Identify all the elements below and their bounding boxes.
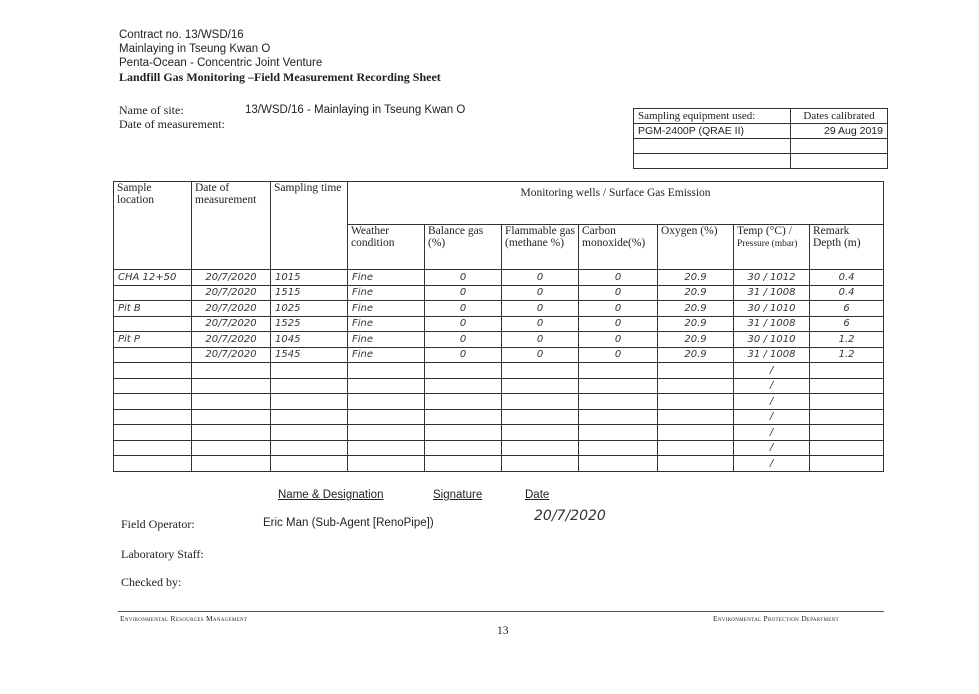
carbon-monoxide-header: Carbon monoxide(%) [579,225,658,270]
balance-gas-cell: 0 [425,270,502,286]
table-row [114,363,884,379]
temp-pressure-cell: / [734,378,810,394]
sample-location-header: Sample location [114,182,192,270]
weather-cell [348,409,425,425]
equipment-name [634,154,791,169]
table-row [114,456,884,472]
sample-location-cell [114,363,192,379]
balance-gas-cell: 0 [425,285,502,301]
measurement-date-cell [192,456,271,472]
equipment-header: Sampling equipment used: [634,109,791,124]
balance-gas-cell [425,425,502,441]
flammable-gas-header: Flammable gas (methane %) [502,225,579,270]
sampling-time-cell [271,394,348,410]
table-row [114,409,884,425]
measurement-date-cell: 20/7/2020 [192,270,271,286]
remark-depth-cell [810,363,884,379]
measurement-date-cell [192,425,271,441]
balance-gas-cell: 0 [425,301,502,317]
flammable-gas-cell [502,394,579,410]
weather-cell: Fine [348,301,425,317]
flammable-gas-cell: 0 [502,270,579,286]
carbon-monoxide-cell [579,456,658,472]
weather-cell [348,425,425,441]
remark-depth-cell: 0.4 [810,285,884,301]
table-row [114,270,884,286]
contractor-name: Penta-Ocean - Concentric Joint Venture [119,57,323,69]
weather-cell [348,456,425,472]
weather-cell: Fine [348,316,425,332]
remark-depth-cell: 0.4 [810,270,884,286]
remark-depth-cell [810,394,884,410]
sampling-time-cell: 1545 [271,347,348,363]
calibration-date: 29 Aug 2019 [791,124,888,139]
table-row [114,316,884,332]
weather-cell [348,394,425,410]
equipment-table [633,108,888,169]
monitoring-group-header: Monitoring wells / Surface Gas Emission [348,182,884,225]
signature-header: Signature [433,489,483,501]
measurement-date-cell: 20/7/2020 [192,301,271,317]
equipment-name [634,139,791,154]
pressure-header: Pressure (mbar) [737,239,798,249]
weather-header: Weather condition [348,225,425,270]
flammable-gas-cell [502,456,579,472]
sample-location-cell [114,378,192,394]
sampling-time-cell: 1025 [271,301,348,317]
calibration-date [791,139,888,154]
temp-pressure-cell: 31 / 1008 [734,316,810,332]
oxygen-cell: 20.9 [658,270,734,286]
temp-header: Temp (°C) / [737,225,792,237]
temp-pressure-header [734,225,810,270]
flammable-gas-cell: 0 [502,316,579,332]
flammable-gas-cell: 0 [502,347,579,363]
footer-left: Environmental Resources Management [120,614,248,623]
remark-label: Remark [813,225,850,237]
measurement-date-cell [192,409,271,425]
table-row [114,394,884,410]
sample-location-cell [114,409,192,425]
balance-gas-cell: 0 [425,347,502,363]
measurement-date-cell [192,363,271,379]
sampling-time-cell: 1015 [271,270,348,286]
sampling-time-cell [271,456,348,472]
oxygen-cell [658,409,734,425]
temp-pressure-cell: 30 / 1010 [734,301,810,317]
table-row [114,301,884,317]
sample-location-cell: Pit B [114,301,192,317]
sampling-time-cell [271,440,348,456]
temp-pressure-cell: 30 / 1010 [734,332,810,348]
field-operator-label: Field Operator: [121,517,195,531]
sampling-time-cell: 1515 [271,285,348,301]
flammable-gas-cell [502,440,579,456]
sample-location-cell [114,394,192,410]
measurement-date-label: Date of measurement: [119,117,225,131]
field-operator-name: Eric Man (Sub-Agent [RenoPipe]) [263,517,434,529]
measurement-table [113,181,884,472]
footer-rule [118,611,884,612]
flammable-gas-cell [502,425,579,441]
carbon-monoxide-cell: 0 [579,347,658,363]
flammable-gas-cell [502,363,579,379]
remark-depth-cell: 6 [810,301,884,317]
carbon-monoxide-cell [579,363,658,379]
sampling-time-cell [271,363,348,379]
oxygen-cell: 20.9 [658,316,734,332]
measurement-date-cell: 20/7/2020 [192,316,271,332]
oxygen-cell: 20.9 [658,347,734,363]
sample-location-cell [114,425,192,441]
sample-location-cell [114,316,192,332]
laboratory-staff-label: Laboratory Staff: [121,547,204,561]
weather-cell [348,378,425,394]
remark-depth-cell [810,425,884,441]
oxygen-cell [658,425,734,441]
oxygen-cell: 20.9 [658,332,734,348]
sample-location-cell [114,285,192,301]
temp-pressure-cell: / [734,363,810,379]
remark-depth-cell [810,378,884,394]
measurement-date-cell: 20/7/2020 [192,347,271,363]
measurement-date-cell: 20/7/2020 [192,285,271,301]
measurement-date-cell: 20/7/2020 [192,332,271,348]
contract-number: Contract no. 13/WSD/16 [119,29,244,41]
carbon-monoxide-cell: 0 [579,285,658,301]
carbon-monoxide-cell [579,409,658,425]
temp-pressure-cell: / [734,456,810,472]
sampling-time-cell: 1045 [271,332,348,348]
site-name-label: Name of site: [119,103,184,117]
project-name: Mainlaying in Tseung Kwan O [119,43,271,55]
temp-pressure-cell: / [734,394,810,410]
sampling-time-header: Sampling time [271,182,348,270]
flammable-gas-cell [502,378,579,394]
table-row [114,285,884,301]
oxygen-cell [658,456,734,472]
sampling-time-cell: 1525 [271,316,348,332]
sample-location-cell [114,456,192,472]
balance-gas-cell [425,363,502,379]
site-name-value: 13/WSD/16 - Mainlaying in Tseung Kwan O [245,104,466,116]
sample-location-cell: CHA 12+50 [114,270,192,286]
remark-depth-cell [810,440,884,456]
sample-location-cell: Pit P [114,332,192,348]
depth-label: Depth (m) [813,237,861,249]
equipment-name: PGM-2400P (QRAE II) [634,124,791,139]
oxygen-cell [658,378,734,394]
page-number: 13 [497,625,509,637]
balance-gas-header: Balance gas (%) [425,225,502,270]
carbon-monoxide-cell [579,440,658,456]
date-header: Date of measurement [192,182,271,270]
checked-by-label: Checked by: [121,575,182,589]
remark-depth-cell: 6 [810,316,884,332]
name-designation-header: Name & Designation [278,489,384,501]
balance-gas-cell [425,378,502,394]
flammable-gas-cell: 0 [502,332,579,348]
flammable-gas-cell [502,409,579,425]
oxygen-header: Oxygen (%) [658,225,734,270]
sampling-time-cell [271,409,348,425]
weather-cell: Fine [348,347,425,363]
sample-location-cell [114,440,192,456]
oxygen-cell [658,440,734,456]
temp-pressure-cell: 31 / 1008 [734,347,810,363]
carbon-monoxide-cell [579,394,658,410]
calibration-date [791,154,888,169]
oxygen-cell: 20.9 [658,301,734,317]
temp-pressure-cell: / [734,425,810,441]
sampling-time-cell [271,425,348,441]
balance-gas-cell [425,440,502,456]
carbon-monoxide-cell: 0 [579,316,658,332]
temp-pressure-cell: 31 / 1008 [734,285,810,301]
carbon-monoxide-cell: 0 [579,332,658,348]
oxygen-cell [658,363,734,379]
remark-depth-cell: 1.2 [810,347,884,363]
carbon-monoxide-cell [579,425,658,441]
field-operator-date: 20/7/2020 [534,508,606,524]
weather-cell [348,363,425,379]
table-row [114,332,884,348]
table-row [114,378,884,394]
carbon-monoxide-cell: 0 [579,301,658,317]
measurement-date-cell [192,440,271,456]
weather-cell: Fine [348,285,425,301]
weather-cell: Fine [348,332,425,348]
sheet-title: Landfill Gas Monitoring –Field Measurement Recording Sheet [119,70,441,84]
temp-pressure-cell: / [734,409,810,425]
calibrated-header: Dates calibrated [791,109,888,124]
weather-cell [348,440,425,456]
table-row [114,425,884,441]
remark-depth-cell [810,409,884,425]
sampling-time-cell [271,378,348,394]
footer-right: Environmental Protection Department [713,614,839,623]
date-header-signoff: Date [525,489,550,501]
flammable-gas-cell: 0 [502,285,579,301]
remark-depth-cell [810,456,884,472]
table-row [114,347,884,363]
oxygen-cell: 20.9 [658,285,734,301]
measurement-date-cell [192,378,271,394]
measurement-date-cell [192,394,271,410]
remark-header [810,225,884,270]
temp-pressure-cell: / [734,440,810,456]
temp-pressure-cell: 30 / 1012 [734,270,810,286]
balance-gas-cell [425,409,502,425]
remark-depth-cell: 1.2 [810,332,884,348]
sample-location-cell [114,347,192,363]
balance-gas-cell [425,394,502,410]
carbon-monoxide-cell: 0 [579,270,658,286]
oxygen-cell [658,394,734,410]
flammable-gas-cell: 0 [502,301,579,317]
table-row [114,440,884,456]
balance-gas-cell: 0 [425,332,502,348]
balance-gas-cell: 0 [425,316,502,332]
weather-cell: Fine [348,270,425,286]
balance-gas-cell [425,456,502,472]
carbon-monoxide-cell [579,378,658,394]
